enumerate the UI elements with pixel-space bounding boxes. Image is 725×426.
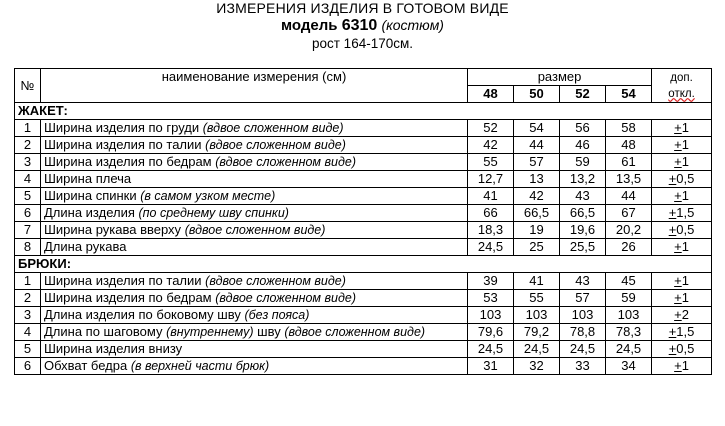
tolerance-value xyxy=(652,290,712,307)
plus-minus-sign: + xyxy=(668,341,677,356)
tolerance-amount: 0,5 xyxy=(676,222,695,237)
measurement-name xyxy=(41,307,468,324)
tolerance-amount: 1 xyxy=(681,154,689,169)
size-value-52: 43 xyxy=(560,188,606,205)
table-row xyxy=(15,120,712,137)
size-value-48: 66 xyxy=(468,205,514,222)
size-value-54: 103 xyxy=(606,307,652,324)
measurement-label: Длина изделия по боковому шву xyxy=(44,307,241,322)
table-row xyxy=(15,324,712,341)
measurement-note: (вдвое сложенном виде) xyxy=(202,121,344,135)
measurement-note: (вдвое сложенном виде) xyxy=(215,291,356,305)
measurement-note: (вдвое сложенном виде) xyxy=(205,138,346,152)
size-header-48: 48 xyxy=(468,86,514,103)
size-value-52: 24,5 xyxy=(560,341,606,358)
measurement-label: Длина по шаговому xyxy=(44,324,163,339)
size-value-54: 34 xyxy=(606,358,652,375)
size-header-52: 52 xyxy=(560,86,606,103)
measurements-table xyxy=(14,68,712,375)
size-value-52: 66,5 xyxy=(560,205,606,222)
tolerance-amount: 1 xyxy=(681,239,689,254)
size-value-48: 41 xyxy=(468,188,514,205)
measurement-label: Ширина изделия внизу xyxy=(44,341,183,356)
row-number: 6 xyxy=(15,205,41,222)
model-line xyxy=(0,18,725,34)
size-value-52: 43 xyxy=(560,273,606,290)
table-row xyxy=(15,171,712,188)
table-row xyxy=(15,222,712,239)
table-row xyxy=(15,154,712,171)
size-value-50: 44 xyxy=(514,137,560,154)
section-title: БРЮКИ: xyxy=(15,256,712,273)
tolerance-amount: 1,5 xyxy=(676,324,695,339)
measurement-name xyxy=(41,137,468,154)
row-number: 5 xyxy=(15,341,41,358)
measurement-name xyxy=(41,154,468,171)
size-value-54: 45 xyxy=(606,273,652,290)
row-number: 3 xyxy=(15,307,41,324)
size-value-52: 19,6 xyxy=(560,222,606,239)
size-value-50: 25 xyxy=(514,239,560,256)
size-value-54: 20,2 xyxy=(606,222,652,239)
measurement-label: Ширина плеча xyxy=(44,171,132,186)
measurement-note-2: (вдвое сложенном виде) xyxy=(284,325,426,339)
measurement-label: Ширина изделия по талии xyxy=(44,137,202,152)
size-value-48: 79,6 xyxy=(468,324,514,341)
plus-minus-sign: + xyxy=(668,205,677,220)
tolerance-value xyxy=(652,205,712,222)
tolerance-amount: 0,5 xyxy=(676,171,695,186)
measurement-name xyxy=(41,239,468,256)
measurement-label: Ширина изделия по бедрам xyxy=(44,290,212,305)
table-row xyxy=(15,358,712,375)
tolerance-value xyxy=(652,239,712,256)
size-value-54: 13,5 xyxy=(606,171,652,188)
size-value-52: 13,2 xyxy=(560,171,606,188)
measurement-note: (вдвое сложенном виде) xyxy=(184,223,326,237)
measurement-label: Ширина спинки xyxy=(44,188,137,203)
row-number: 2 xyxy=(15,137,41,154)
table-row xyxy=(15,137,712,154)
table-row xyxy=(15,341,712,358)
plus-minus-sign: + xyxy=(674,188,682,203)
row-number: 5 xyxy=(15,188,41,205)
size-value-50: 19 xyxy=(514,222,560,239)
size-value-48: 24,5 xyxy=(468,239,514,256)
plus-minus-sign: + xyxy=(674,154,682,169)
tolerance-amount: 1,5 xyxy=(676,205,695,220)
tolerance-value xyxy=(652,137,712,154)
size-value-50: 57 xyxy=(514,154,560,171)
size-value-48: 52 xyxy=(468,120,514,137)
measurement-note: (без пояса) xyxy=(244,308,310,322)
size-value-54: 58 xyxy=(606,120,652,137)
measurement-note: (внутреннему) xyxy=(166,325,254,339)
plus-minus-sign: + xyxy=(674,239,682,254)
size-value-48: 53 xyxy=(468,290,514,307)
row-number: 2 xyxy=(15,290,41,307)
measurement-name xyxy=(41,120,468,137)
row-number: 1 xyxy=(15,120,41,137)
tolerance-amount: 1 xyxy=(681,120,689,135)
size-value-52: 78,8 xyxy=(560,324,606,341)
size-value-50: 24,5 xyxy=(514,341,560,358)
tolerance-value xyxy=(652,358,712,375)
tolerance-value xyxy=(652,222,712,239)
tolerance-amount: 1 xyxy=(681,137,689,152)
plus-minus-sign: + xyxy=(668,222,677,237)
measurement-name xyxy=(41,205,468,222)
row-number: 7 xyxy=(15,222,41,239)
size-value-48: 55 xyxy=(468,154,514,171)
size-value-52: 25,5 xyxy=(560,239,606,256)
plus-minus-sign: + xyxy=(674,358,682,373)
tolerance-label-2: откл. xyxy=(668,87,695,100)
size-value-54: 67 xyxy=(606,205,652,222)
size-value-54: 59 xyxy=(606,290,652,307)
size-value-48: 42 xyxy=(468,137,514,154)
tolerance-value xyxy=(652,341,712,358)
tolerance-value xyxy=(652,307,712,324)
size-value-54: 24,5 xyxy=(606,341,652,358)
table-row xyxy=(15,273,712,290)
measurement-label: Ширина изделия по груди xyxy=(44,120,200,135)
row-number: 8 xyxy=(15,239,41,256)
tolerance-value xyxy=(652,188,712,205)
plus-minus-sign: + xyxy=(668,171,677,186)
plus-minus-sign: + xyxy=(674,290,682,305)
measurement-label: Обхват бедра xyxy=(44,358,128,373)
model-suffix: (костюм) xyxy=(381,17,444,33)
row-number: 1 xyxy=(15,273,41,290)
table-header-row xyxy=(15,69,712,86)
measurement-note: (вдвое сложенном виде) xyxy=(215,155,356,169)
size-value-48: 103 xyxy=(468,307,514,324)
size-value-50: 32 xyxy=(514,358,560,375)
size-value-50: 41 xyxy=(514,273,560,290)
size-header-50: 50 xyxy=(514,86,560,103)
row-number: 4 xyxy=(15,324,41,341)
size-value-50: 42 xyxy=(514,188,560,205)
tolerance-value xyxy=(652,120,712,137)
tolerance-amount: 1 xyxy=(681,358,689,373)
size-value-48: 31 xyxy=(468,358,514,375)
measurement-name xyxy=(41,273,468,290)
table-row xyxy=(15,188,712,205)
size-value-52: 33 xyxy=(560,358,606,375)
size-value-52: 59 xyxy=(560,154,606,171)
model-number: 6310 xyxy=(341,17,378,34)
measurement-name xyxy=(41,171,468,188)
plus-minus-sign: + xyxy=(674,307,682,322)
size-value-52: 57 xyxy=(560,290,606,307)
size-value-50: 55 xyxy=(514,290,560,307)
plus-minus-sign: + xyxy=(674,137,682,152)
measurement-name xyxy=(41,290,468,307)
size-value-54: 48 xyxy=(606,137,652,154)
size-header-54: 54 xyxy=(606,86,652,103)
tolerance-label-1: доп. xyxy=(670,71,693,84)
plus-minus-sign: + xyxy=(674,120,682,135)
size-value-48: 18,3 xyxy=(468,222,514,239)
measurement-label: Длина изделия xyxy=(44,205,135,220)
size-value-52: 56 xyxy=(560,120,606,137)
size-value-54: 44 xyxy=(606,188,652,205)
section-row xyxy=(15,256,712,273)
size-value-48: 12,7 xyxy=(468,171,514,188)
measurement-name xyxy=(41,358,468,375)
measurement-note: (в самом узком месте) xyxy=(140,189,276,203)
row-number: 6 xyxy=(15,358,41,375)
measurement-note: (в верхней части брюк) xyxy=(130,359,270,373)
tolerance-value xyxy=(652,273,712,290)
model-prefix: модель xyxy=(281,17,338,34)
size-value-54: 78,3 xyxy=(606,324,652,341)
document-title: ИЗМЕРЕНИЯ ИЗДЕЛИЯ В ГОТОВОМ ВИДЕ xyxy=(216,0,509,16)
measurement-note: (по среднему шву спинки) xyxy=(138,206,289,220)
size-value-50: 66,5 xyxy=(514,205,560,222)
measurement-name xyxy=(41,341,468,358)
size-value-50: 13 xyxy=(514,171,560,188)
measurement-label-tail: шву xyxy=(257,324,281,339)
tolerance-amount: 1 xyxy=(681,273,689,288)
measurement-label: Ширина изделия по талии xyxy=(44,273,202,288)
size-value-50: 103 xyxy=(514,307,560,324)
size-value-52: 103 xyxy=(560,307,606,324)
tolerance-amount: 1 xyxy=(681,188,689,203)
section-title: ЖАКЕТ: xyxy=(15,103,712,120)
measurement-name xyxy=(41,188,468,205)
table-row xyxy=(15,290,712,307)
size-value-50: 79,2 xyxy=(514,324,560,341)
plus-minus-sign: + xyxy=(668,324,677,339)
size-value-54: 26 xyxy=(606,239,652,256)
tolerance-amount: 1 xyxy=(681,290,689,305)
column-header-tolerance xyxy=(652,69,712,103)
column-header-size: размер xyxy=(468,69,652,86)
table-row xyxy=(15,307,712,324)
table-row xyxy=(15,239,712,256)
measurement-name xyxy=(41,324,468,341)
row-number: 4 xyxy=(15,171,41,188)
tolerance-value xyxy=(652,171,712,188)
height-range: рост 164-170см. xyxy=(311,36,414,51)
measurement-label: Длина рукава xyxy=(44,239,127,254)
row-number: 3 xyxy=(15,154,41,171)
size-value-48: 39 xyxy=(468,273,514,290)
column-header-measurement-name: наименование измерения (см) xyxy=(41,69,468,103)
size-value-54: 61 xyxy=(606,154,652,171)
size-value-48: 24,5 xyxy=(468,341,514,358)
tolerance-value xyxy=(652,324,712,341)
size-value-50: 54 xyxy=(514,120,560,137)
measurement-name xyxy=(41,222,468,239)
size-value-52: 46 xyxy=(560,137,606,154)
tolerance-amount: 0,5 xyxy=(676,341,695,356)
tolerance-amount: 2 xyxy=(681,307,689,322)
measurement-note: (вдвое сложенном виде) xyxy=(205,274,346,288)
measurement-label: Ширина изделия по бедрам xyxy=(44,154,212,169)
tolerance-value xyxy=(652,154,712,171)
table-row xyxy=(15,205,712,222)
measurement-label: Ширина рукава вверху xyxy=(44,222,182,237)
section-row xyxy=(15,103,712,120)
plus-minus-sign: + xyxy=(674,273,682,288)
column-header-number: № xyxy=(15,69,41,103)
